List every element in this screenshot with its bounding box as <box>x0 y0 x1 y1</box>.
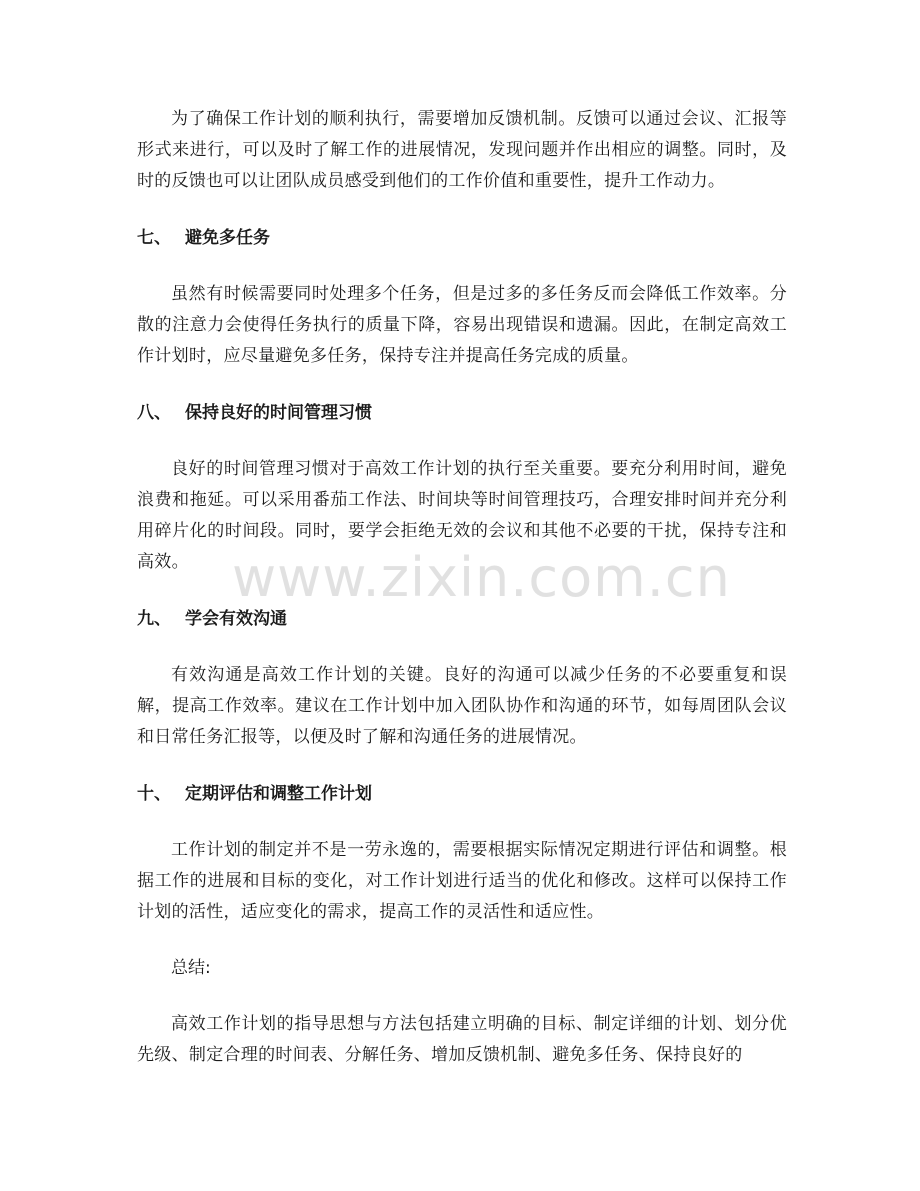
spacer <box>137 984 787 1009</box>
section-heading-8 <box>137 398 787 429</box>
section-number: 七、 <box>137 228 171 248</box>
section-heading-9 <box>137 604 787 635</box>
summary-paragraph: 高效工作计划的指导思想与方法包括建立明确的目标、制定详细的计划、划分优先级、制定合理的时间表、分解任务、增加反馈机制、避免多任务、保持良好的 <box>137 1014 787 1065</box>
section-body-10: 工作计划的制定并不是一劳永逸的，需要根据实际情况定期进行评估和调整。根据工作的进展和目标的变化，对工作计划进行适当的优化和修改。这样可以保持工作计划的活性，适应变化的需求，提高工作的灵活性和适应性。 <box>137 840 787 922</box>
summary-label: 总结: <box>171 958 211 978</box>
watermark-text: www.zixin.com.cn <box>232 546 731 609</box>
section-body-7: 虽然有时候需要同时处理多个任务，但是过多的多任务反而会降低工作效率。分散的注意力会使得任务执行的质量下降，容易出现错误和遗漏。因此，在制定高效工作计划时，应尽量避免多任务，保持专注并提高任务完成的质量。 <box>137 284 787 366</box>
section-body-8: 良好的时间管理习惯对于高效工作计划的执行至关重要。要充分利用时间，避免浪费和拖延。可以采用番茄工作法、时间块等时间管理技巧，合理安排时间并充分利用碎片化的时间段。同时，要学会拒绝无效的会议和其他不必要的干扰，保持专注和高效。 <box>137 459 787 572</box>
intro-paragraph: 为了确保工作计划的顺利执行，需要增加反馈机制。反馈可以通过会议、汇报等形式来进行，可以及时了解工作的进展情况，发现问题并作出相应的调整。同时，及时的反馈也可以让团队成员感受到他们的工作价值和重要性，提升工作动力。 <box>137 109 787 191</box>
section-title: 保持良好的时间管理习惯 <box>185 403 372 423</box>
section-body-9: 有效沟通是高效工作计划的关键。良好的沟通可以减少任务的不必要重复和误解，提高工作效率。建议在工作计划中加入团队协作和沟通的环节，如每周团队会议和日常任务汇报等，以便及时了解和沟通任务的进展情况。 <box>137 665 787 747</box>
section-title: 学会有效沟通 <box>185 609 287 629</box>
section-heading-7 <box>137 223 787 254</box>
section-number: 九、 <box>137 609 171 629</box>
section-number: 八、 <box>137 403 171 423</box>
section-heading-10 <box>137 779 787 810</box>
section-number: 十、 <box>137 784 171 804</box>
document-content <box>137 104 787 1071</box>
spacer <box>137 928 787 953</box>
section-title: 定期评估和调整工作计划 <box>185 784 372 804</box>
section-title: 避免多任务 <box>185 228 270 248</box>
